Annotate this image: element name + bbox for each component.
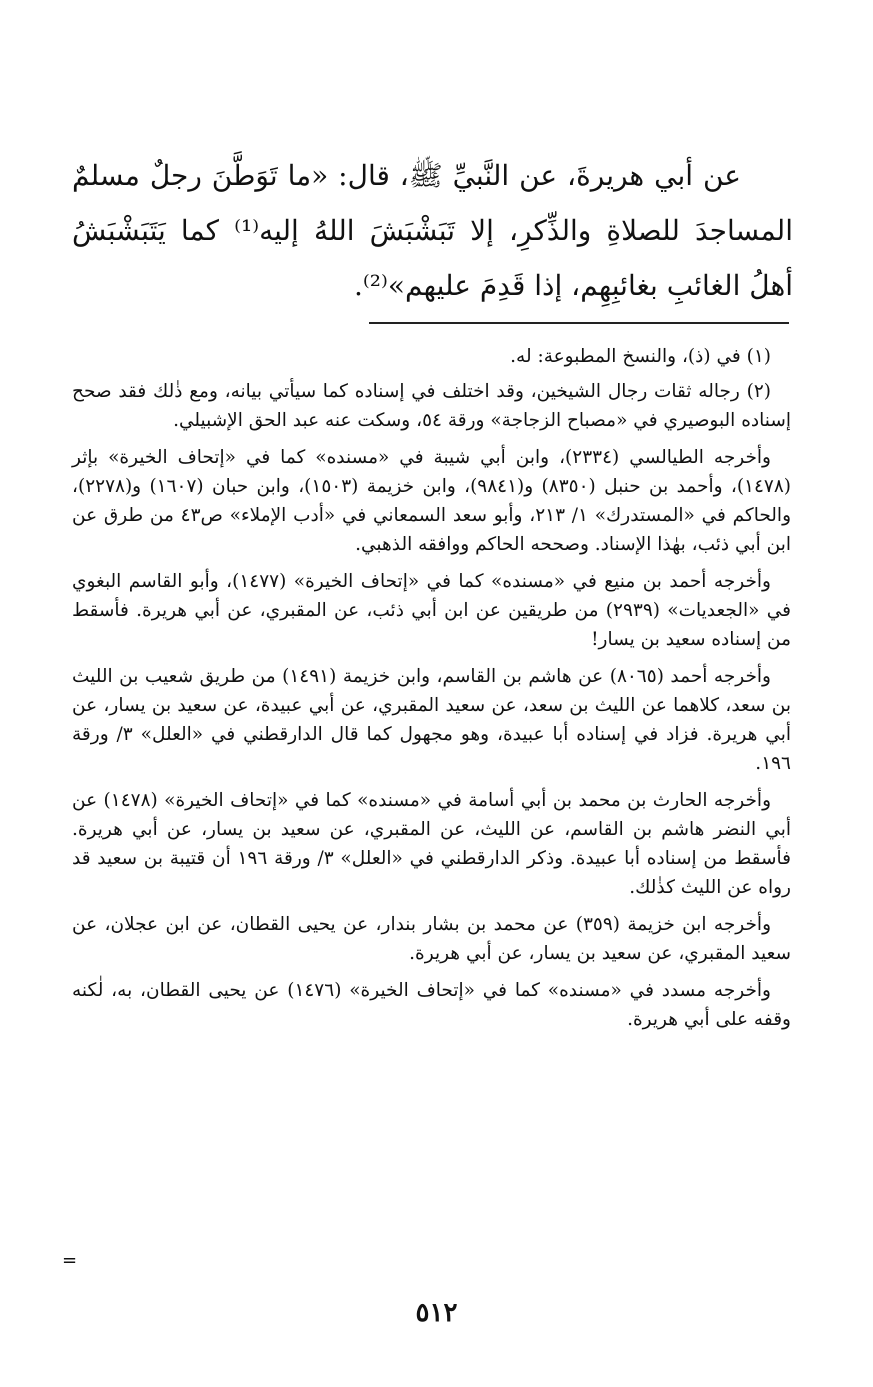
footnotes-section <box>72 342 791 1042</box>
footnote-paragraph: وأخرجه الطيالسي (٢٣٣٤)، وابن أبي شيبة في «مسنده» كما في «إتحاف الخيرة» بإثر (١٤٧٨)، وأحمد بن حنبل (٨٣٥٠) و(٩٨٤١)، وابن خزيمة (١٥٠٣)، وابن حبان (١٦٠٧) و(٢٢٧٨)، والحاكم في «المستدرك» ١/ ٢١٣، وأبو سعد السمعاني في «أدب الإملاء» ص٤٣ من طرق عن ابن أبي ذئب، بهٰذا الإسناد. وصححه الحاكم ووافقه الذهبي. <box>72 447 792 555</box>
footnote-2: (٢) رجاله ثقات رجال الشيخين، وقد اختلف في إسناده كما سيأتي بيانه، ومع ذٰلك فقد صحح إسناده البوصيري في «مصباح الزجاجة» ورقة ٥٤، وسكت عنه عبد الحق الإشبيلي. <box>72 381 791 431</box>
footnote-separator <box>369 322 789 324</box>
footnote-paragraph: وأخرجه الحارث بن محمد بن أبي أسامة في «مسنده» كما في «إتحاف الخيرة» (١٤٧٨) عن أبي النضر هاشم بن القاسم، عن الليث، عن المقبري، عن سعيد بن يسار، عن أبي هريرة. فأسقط من إسناده أبا عبيدة. وذكر الدارقطني في «العلل» ٣/ ورقة ١٩٦ أن قتيبة بن سعيد قد رواه عن الليث كذٰلك. <box>72 790 791 898</box>
page-number: ٥١٢ <box>415 1298 458 1328</box>
footnote-paragraph: وأخرجه ابن خزيمة (٣٥٩) عن محمد بن بشار بندار، عن يحيى القطان، عن ابن عجلان، عن سعيد المقبري، عن سعيد بن يسار، عن أبي هريرة. <box>72 914 791 964</box>
continuation-mark: = <box>62 1250 78 1271</box>
footnote-1: (١) في (ذ)، والنسخ المطبوعة: له. <box>510 346 771 367</box>
main-hadith-text: عن أبي هريرةَ، عن النَّبيِّ ﷺ، قال: «ما تَوَطَّنَ رجلٌ مسلمٌ المساجدَ للصلاةِ والذِّكرِ، إلا تَبَشْبَشَ اللهُ إليه⁽¹⁾ كما يَتَبَشْبَشُ أهلُ الغائبِ بغائبِهِم، إذا قَدِمَ عليهم»⁽²⁾. <box>72 159 793 302</box>
footnote-paragraph: وأخرجه أحمد (٨٠٦٥) عن هاشم بن القاسم، وابن خزيمة (١٤٩١) من طريق شعيب بن الليث بن سعد، كلاهما عن الليث بن سعد، عن سعيد المقبري، عن أبي عبيدة، عن سعيد بن يسار، عن أبي هريرة. فزاد في إسناده أبا عبيدة، وهو مجهول كما قال الدارقطني في «العلل» ٣/ ورقة ١٩٦. <box>72 666 792 774</box>
footnote-paragraph: وأخرجه مسدد في «مسنده» كما في «إتحاف الخيرة» (١٤٧٦) عن يحيى القطان، به، لٰكنه وقفه على أبي هريرة. <box>72 980 791 1030</box>
footnote-paragraph: وأخرجه أحمد بن منيع في «مسنده» كما في «إتحاف الخيرة» (١٤٧٧)، وأبو القاسم البغوي في «الجعديات» (٢٩٣٩) من طريقين عن ابن أبي ذئب، عن المقبري، عن أبي هريرة. فأسقط من إسناده سعيد بن يسار! <box>72 571 791 650</box>
